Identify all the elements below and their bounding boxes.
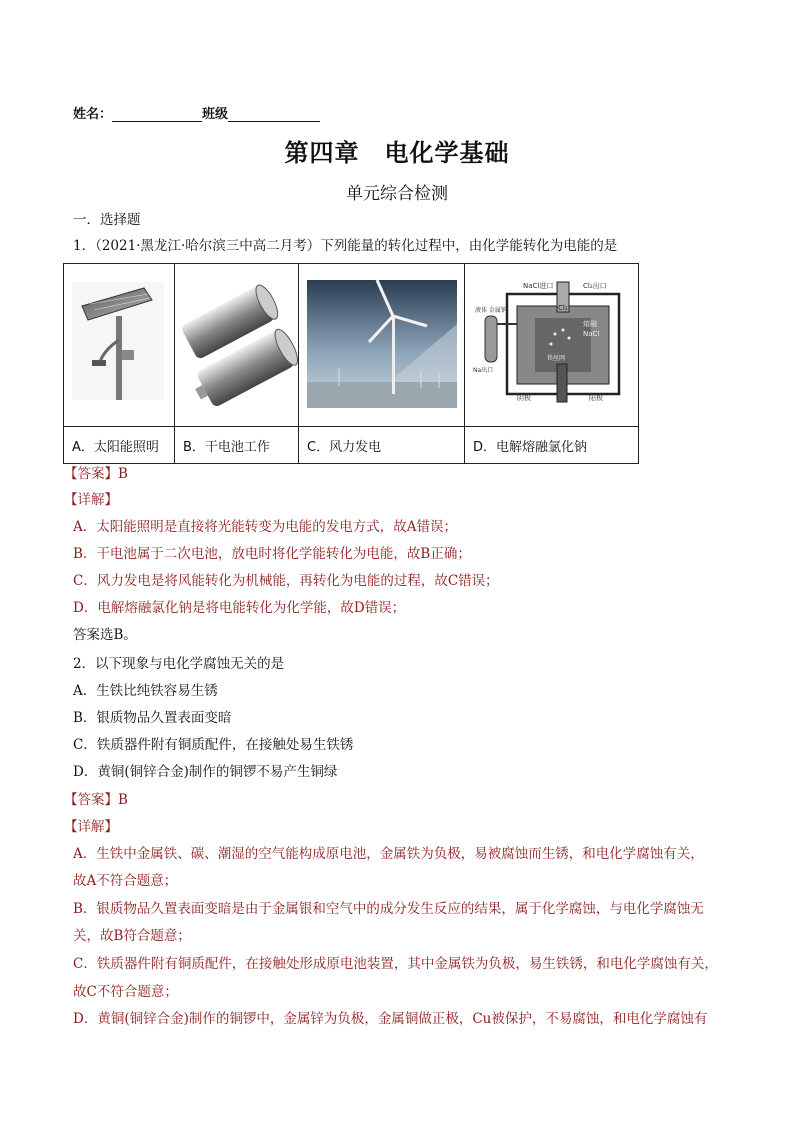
q1-detail-line: A．太阳能照明是直接将光能转变为电能的发电方式，故A错误； bbox=[73, 519, 457, 535]
class-blank bbox=[228, 107, 320, 122]
image-cell-d bbox=[465, 264, 639, 427]
question-2-stem: 2．以下现象与电化学腐蚀无关的是 bbox=[73, 656, 285, 672]
q2-detail-line: C．铁质器件附有铜质配件，在接触处形成原电池装置，其中金属铁为负极，易生铁锈，和电化学腐蚀有关， bbox=[73, 956, 718, 972]
label-iron-mesh: 铁丝网 bbox=[547, 355, 566, 362]
label-nacl: NaCl bbox=[583, 330, 600, 338]
image-cell-b bbox=[175, 264, 299, 427]
solar-street-light-image bbox=[64, 264, 174, 422]
q2-detail-line: 关，故B符合题意； bbox=[73, 928, 191, 944]
label-cl2-out: Cl₂出口 bbox=[583, 282, 607, 290]
name-blank bbox=[112, 107, 202, 122]
label-na-out: Na出口 bbox=[473, 367, 494, 374]
q2-detail-line: A．生铁中金属铁、碳、潮湿的空气能构成原电池，金属铁为负极，易被腐蚀而生锈，和电化学腐蚀有关， bbox=[73, 846, 704, 862]
label-molten: 熔融 bbox=[583, 320, 597, 328]
q2-detail-line: 故C不符合题意； bbox=[73, 984, 178, 1000]
q1-detail-line: B．干电池属于二次电池，放电时将化学能转化为电能，故B正确； bbox=[73, 546, 471, 562]
question-1-options-table bbox=[63, 263, 639, 464]
q2-detail-line: 故A不符合题意； bbox=[73, 873, 178, 889]
q2-option-d: D．黄铜(铜锌合金)制作的铜锣不易产生铜绿 bbox=[73, 764, 338, 780]
q2-detail-label: 【详解】 bbox=[64, 819, 118, 835]
q1-detail-label: 【详解】 bbox=[64, 492, 118, 508]
page-title: 第四章 电化学基础 bbox=[284, 139, 510, 167]
q1-answer: 【答案】B bbox=[64, 466, 128, 482]
question-1-stem: 1．（2021·黑龙江·哈尔滨三中高二月考）下列能量的转化过程中，由化学能转化为电能的是 bbox=[73, 238, 618, 254]
label-cathode: 阴极 bbox=[517, 394, 531, 402]
q1-conclusion: 答案选B。 bbox=[73, 627, 137, 643]
dry-batteries-image bbox=[175, 264, 298, 422]
option-b: B．干电池工作 bbox=[175, 427, 299, 464]
page-subtitle: 单元综合检测 bbox=[346, 184, 448, 204]
section-heading: 一．选择题 bbox=[73, 212, 141, 228]
q2-answer: 【答案】B bbox=[64, 792, 128, 808]
q2-detail-line: D．黄铜(铜锌合金)制作的铜锣中，金属锌为负极，金属铜做正极，Cu被保护，不易腐蚀，和电化学腐蚀有 bbox=[73, 1011, 708, 1027]
q2-option-b: B．银质物品久置表面变暗 bbox=[73, 710, 232, 726]
q2-option-c: C．铁质器件附有铜质配件，在接触处易生铁锈 bbox=[73, 737, 354, 753]
wind-turbine-image bbox=[299, 264, 464, 422]
label-anode: 阳极 bbox=[589, 394, 603, 402]
image-cell-c bbox=[299, 264, 465, 427]
image-cell-a bbox=[64, 264, 175, 427]
option-c: C．风力发电 bbox=[299, 427, 465, 464]
class-label: 班级 bbox=[202, 107, 229, 122]
label-liquid-na: 液体 金属钠 bbox=[475, 307, 507, 314]
label-cl2: Cl₂ bbox=[558, 304, 568, 312]
option-a: A．太阳能照明 bbox=[64, 427, 175, 464]
q1-detail-line: D．电解熔融氯化钠是将电能转化为化学能，故D错误； bbox=[73, 600, 406, 616]
q2-option-a: A．生铁比纯铁容易生锈 bbox=[73, 683, 218, 699]
electrolysis-cell-diagram bbox=[465, 264, 638, 422]
name-label: 姓名： bbox=[73, 107, 113, 122]
q2-detail-line: B．银质物品久置表面变暗是由于金属银和空气中的成分发生反应的结果，属于化学腐蚀，与电化学腐蚀无 bbox=[73, 901, 704, 917]
label-nacl-in: NaCl进口 bbox=[523, 282, 554, 290]
student-info bbox=[73, 103, 320, 122]
option-d: D．电解熔融氯化钠 bbox=[465, 427, 639, 464]
q1-detail-line: C．风力发电是将风能转化为机械能，再转化为电能的过程，故C错误； bbox=[73, 573, 499, 589]
